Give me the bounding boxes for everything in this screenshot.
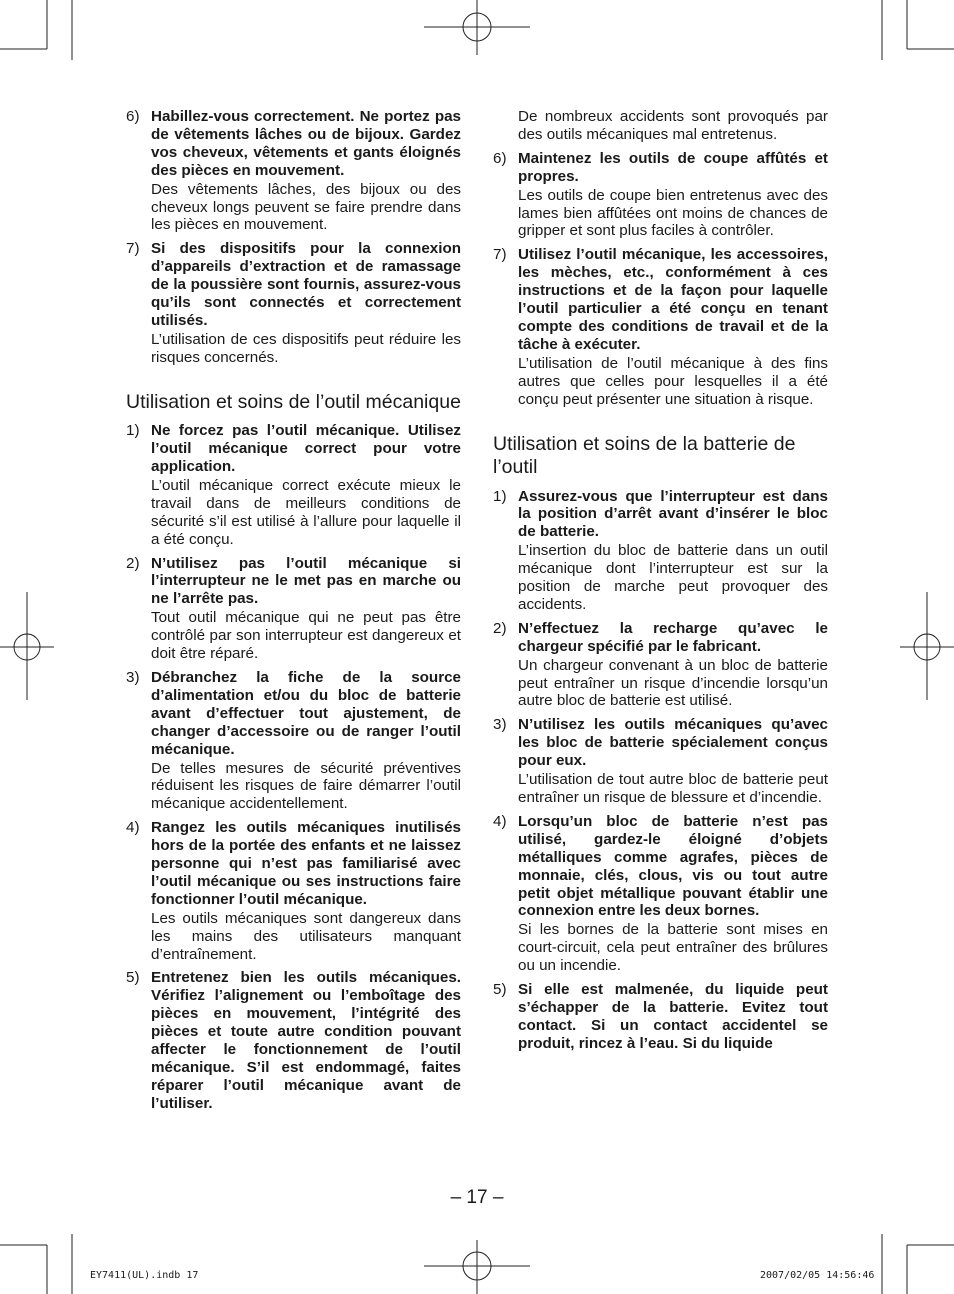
item-warning: Entretenez bien les outils mécaniques. Vérifiez l’alignement ou l’emboîtage des pièces en mouvement, l’intégrité des pièces et toute autre condition pouvant affecter le fonctionnement de l’outil mécanique. S’il est endommagé, faites réparer l’outil mécanique avant de l’utiliser. (151, 969, 461, 1112)
item-number: 4) (493, 812, 507, 830)
item-number: 2) (493, 619, 507, 637)
item-explanation: L’outil mécanique correct exécute mieux le travail dans de meilleurs conditions de sécurité s’il est utilisé à l’allure pour laquelle il a été conçu. (151, 476, 461, 548)
page-number: – 17 – (450, 1187, 504, 1208)
list-item (126, 240, 461, 366)
item-warning: Lorsqu’un bloc de batterie n’est pas utilisé, gardez-le éloigné d’objets métalliques comme agrafes, pièces de monnaie, clés, clous, vis ou tout autre petit objet métallique pouvant établir une connexion entre les deux bornes. (518, 812, 828, 920)
item-explanation: Les outils mécaniques sont dangereux dans les mains des utilisateurs manquant d’entraînement. (151, 909, 461, 963)
item-explanation: Un chargeur convenant à un bloc de batterie peut entraîner un risque d’incendie lorsqu’un autre bloc de batterie est utilisé. (518, 656, 828, 710)
item-number: 4) (126, 819, 140, 837)
list-item (126, 819, 461, 963)
item-explanation: L’utilisation de tout autre bloc de batterie peut entraîner un risque de blessure et d’incendie. (518, 771, 828, 806)
list-item (126, 422, 461, 548)
item-warning: N’utilisez les outils mécaniques qu’avec les bloc de batterie spécialement conçus pour eux. (518, 716, 828, 770)
item-number: 5) (126, 969, 140, 987)
item-warning: Si des dispositifs pour la connexion d’appareils d’extraction et de ramassage de la poussière sont fournis, assurez-vous qu’ils sont connectés et correctement utilisés. (151, 240, 461, 329)
item-number: 1) (126, 422, 140, 440)
list-item (126, 555, 461, 663)
item-number: 3) (493, 716, 507, 734)
continued-paragraph: De nombreux accidents sont provoqués par des outils mécaniques mal entretenus. (518, 108, 828, 143)
item-warning: Débranchez la fiche de la source d’alimentation et/ou du bloc de batterie avant d’effectuer tout ajustement, de changer d’accessoire ou de ranger l’outil mécanique. (151, 668, 461, 758)
item-explanation: L’utilisation de ces dispositifs peut réduire les risques concernés. (151, 330, 461, 366)
footer-file-info: EY7411(UL).indb 17 (90, 1270, 199, 1281)
item-number: 6) (126, 108, 140, 125)
item-number: 3) (126, 668, 140, 686)
item-explanation: Tout outil mécanique qui ne peut pas être contrôlé par son interrupteur est dangereux et doit être réparé. (151, 609, 461, 663)
item-warning: Utilisez l’outil mécanique, les accessoires, les mèches, etc., conformément à ces instructions et de la façon pour laquelle l’outil particulier a été conçu en tenant compte des conditions de travail et de la tâche à exécuter. (518, 246, 828, 353)
list-item (493, 981, 828, 1053)
list-item (493, 246, 828, 408)
item-warning: N’utilisez pas l’outil mécanique si l’interrupteur ne le met pas en marche ou ne l’arrête pas. (151, 554, 461, 608)
right-column (493, 108, 828, 1059)
item-warning: Ne forcez pas l’outil mécanique. Utilisez l’outil mécanique correct pour votre application. (151, 422, 461, 475)
list-item (493, 150, 828, 241)
footer-timestamp: 2007/02/05 14:56:46 (760, 1270, 875, 1281)
list-item (493, 488, 828, 614)
list-item (493, 813, 828, 975)
item-warning: Assurez-vous que l’interrupteur est dans la position d’arrêt avant d’insérer le bloc de batterie. (518, 487, 828, 541)
section-heading: Utilisation et soins de l’outil mécanique (126, 390, 461, 413)
item-warning: N’effectuez la recharge qu’avec le chargeur spécifié par le fabricant. (518, 619, 828, 655)
item-number: 2) (126, 554, 140, 572)
item-explanation: De telles mesures de sécurité préventives réduisent les risques de faire démarrer l’outil mécanique accidentellement. (151, 759, 461, 813)
item-explanation: L’insertion du bloc de batterie dans un outil mécanique dont l’interrupteur est sur la position de marche peut provoquer des accidents. (518, 542, 828, 613)
item-number: 7) (126, 240, 140, 258)
item-number: 1) (493, 487, 507, 505)
item-warning: Rangez les outils mécaniques inutilisés hors de la portée des enfants et ne laissez personne qui n’est pas familiarisé avec l’outil mécanique ou ses instructions faire fonctionner l’outil mécanique. (151, 819, 461, 908)
list-item (126, 969, 461, 1112)
item-warning: Habillez-vous correctement. Ne portez pas de vêtements lâches ou de bijoux. Gardez vos cheveux, vêtements et gants éloignés des pièces en mouvement. (151, 108, 461, 179)
list-item (493, 620, 828, 711)
item-warning: Maintenez les outils de coupe affûtés et propres. (518, 149, 828, 185)
item-explanation: L’utilisation de l’outil mécanique à des fins autres que celles pour lesquelles il a été conçu peut présenter une situation à risque. (518, 354, 828, 408)
left-column (126, 108, 461, 1119)
item-number: 7) (493, 246, 507, 264)
section-heading: Utilisation et soins de la batterie de l’outil (493, 432, 796, 478)
item-explanation: Si les bornes de la batterie sont mises en court-circuit, cela peut entraîner des brûlures ou un incendie. (518, 921, 828, 975)
item-explanation: Des vêtements lâches, des bijoux ou des cheveux longs peuvent se faire prendre dans les pièces en mouvement. (151, 180, 461, 234)
item-number: 5) (493, 981, 507, 999)
list-item (126, 108, 461, 234)
item-number: 6) (493, 149, 507, 167)
item-explanation: Les outils de coupe bien entretenus avec des lames bien affûtées ont moins de chances de gripper et sont plus faciles à contrôler. (518, 186, 828, 240)
item-warning: Si elle est malmenée, du liquide peut s’échapper de la batterie. Evitez tout contact. Si un contact accidentel se produit, rincez à l’eau. Si du liquide (518, 981, 828, 1052)
list-item (126, 669, 461, 813)
list-item (493, 716, 828, 807)
